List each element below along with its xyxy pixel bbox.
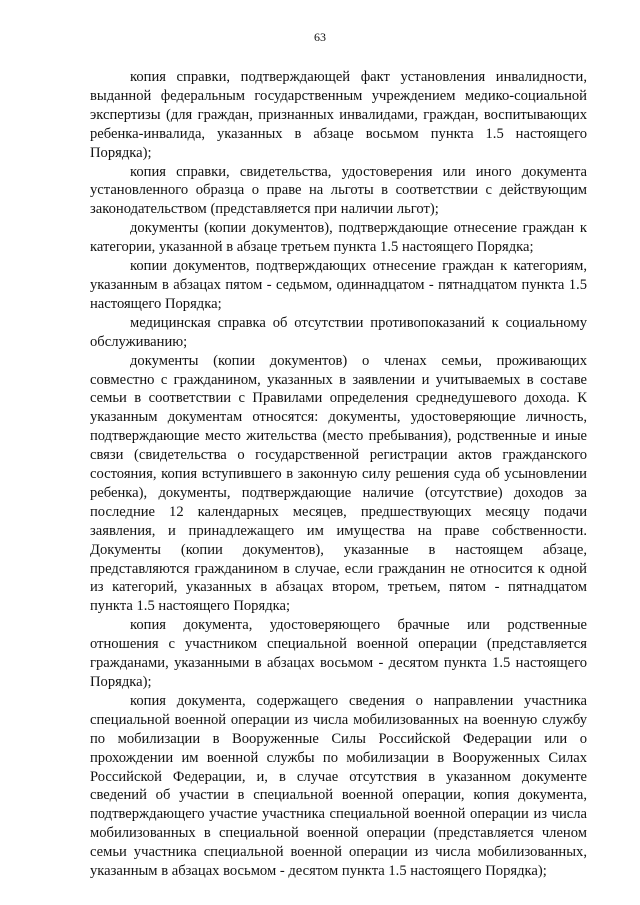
paragraph-category-copies: копии документов, подтверждающих отнесение граждан к категориям, указанным в абзацах пятом - седьмом, одиннадцатом - пятнадцатом пункта 1.5 настоящего Порядка; bbox=[90, 258, 587, 312]
paragraph-disability-certificate: копия справки, подтверждающей факт установления инвалидности, выданной федеральным государственным учреждением медико-социальной экспертизы (для граждан, признанных инвалидами, граждан, воспитывающих ребенка-инвалида, указанных в абзаце восьмом пункта 1.5 настоящего Порядка); bbox=[90, 69, 587, 161]
page-number: 63 bbox=[314, 30, 326, 44]
paragraph-family-documents: документы (копии документов) о членах семьи, проживающих совместно с гражданином, указанных в заявлении и учитываемых в составе семьи в соответствии с Правилами определения среднедушевого дохода. К указанным документам относятся: документы, удостоверяющие личность, подтверждающие место жительства (место пребывания), родственные и иные связи (свидетельства о государственной регистрации актов гражданского состояния, копия вступившего в законную силу решения суда об усыновлении ребенка), документы, подтверждающие наличие (отсутствие) доходов за последние 12 календарных месяцев, предшествующих месяцу подачи заявления, и принадлежащего им имущества на праве собственности. Документы (копии документов), указанные в настоящем абзаце, представляются гражданином в случае, если гражданин не относится к одной из категорий, указанных в абзацах втором, третьем, пятом - пятнадцатом пункта 1.5 настоящего Порядка; bbox=[90, 352, 587, 615]
paragraph-medical-certificate: медицинская справка об отсутствии противопоказаний к социальному обслуживанию; bbox=[90, 314, 587, 350]
paragraph-marriage-kinship-document: копия документа, удостоверяющего брачные или родственные отношения с участником специальной военной операции (представляется гражданами, указанными в абзацах восьмом - десятом пункта 1.5 настоящего Порядка); bbox=[90, 617, 587, 690]
paragraph-category-documents: документы (копии документов), подтверждающие отнесение граждан к категории, указанной в абзаце третьем пункта 1.5 настоящего Порядка; bbox=[90, 220, 587, 256]
document-body bbox=[90, 68, 587, 881]
paragraph-benefits-certificate: копия справки, свидетельства, удостоверения или иного документа установленного образца о праве на льготы в соответствии с действующим законодательством (представляется при наличии льгот); bbox=[90, 163, 587, 218]
paragraph-mobilization-document: копия документа, содержащего сведения о направлении участника специальной военной операции из числа мобилизованных на военную службу по мобилизации в Вооруженные Силы Российской Федерации или о прохождении им военной службы по мобилизации в Вооруженных Силах Российской Федерации, и, в случае отсутствия в указанном документе сведений об участии в специальной военной операции, копия документа, подтверждающего участие участника специальной военной операции из числа мобилизованных в специальной военной операции (представляется членом семьи участника специальной военной операции из числа мобилизованных, указанным в абзацах восьмом - десятом пункта 1.5 настоящего Порядка); bbox=[90, 692, 587, 880]
